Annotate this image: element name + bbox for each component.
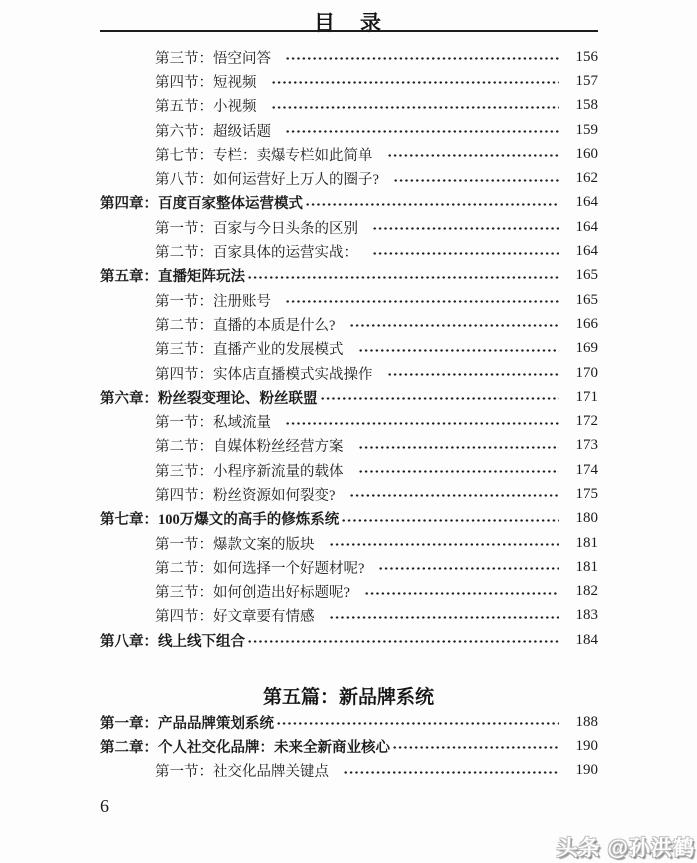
toc-entry: [100, 531, 598, 555]
toc-entry-label: 第四节：好文章要有情感: [155, 609, 315, 626]
toc-entry: [100, 385, 598, 409]
toc-entry-page: 157: [575, 72, 598, 89]
toc-entry-page: 171: [575, 388, 598, 405]
toc-entry-page: 188: [575, 713, 598, 730]
toc-entry-label: 第五节：小视频: [155, 99, 257, 116]
toc-entry: [100, 759, 598, 783]
toc-entry-label: 第五章：直播矩阵玩法: [100, 269, 245, 286]
toc-entry: [100, 580, 598, 604]
toc-entry-page: 156: [575, 48, 598, 65]
dot-leader: [343, 769, 559, 776]
toc-entry-page: 158: [575, 97, 598, 114]
dot-leader: [358, 347, 560, 354]
dot-leader: [341, 517, 559, 524]
toc-entry-label: 第四节：粉丝资源如何裂变?: [155, 487, 336, 504]
toc-entry: [100, 142, 598, 166]
toc-entry-page: 184: [575, 631, 598, 648]
dot-leader: [285, 55, 559, 62]
toc-entry-label: 第一章：产品品牌策划系统: [100, 715, 274, 732]
toc-entry-page: 174: [575, 461, 598, 478]
toc-entry: [100, 264, 598, 288]
dot-leader: [372, 225, 559, 232]
dot-leader: [305, 201, 559, 208]
toc-entry: [100, 458, 598, 482]
toc-entry-label: 第二章：个人社交化品牌：未来全新商业核心: [100, 739, 390, 756]
toc-entry-label: 第四章：百度百家整体运营模式: [100, 196, 303, 213]
toc-entry: [100, 434, 598, 458]
dot-leader: [285, 298, 559, 305]
title-divider: [100, 30, 598, 32]
toc-entry-page: 183: [575, 607, 598, 624]
toc-entry: [100, 45, 598, 69]
dot-leader: [320, 395, 560, 402]
dot-leader: [271, 79, 560, 86]
part-heading: 第五篇：新品牌系统: [262, 687, 434, 708]
toc-entry-page: 165: [575, 267, 598, 284]
toc-entry: [100, 239, 598, 263]
dot-leader: [285, 420, 559, 427]
toc-entry-label: 第三节：小程序新流量的载体: [155, 463, 344, 480]
toc-entry-page: 162: [575, 170, 598, 187]
toc-entry: [100, 555, 598, 579]
dot-leader: [378, 565, 559, 572]
toc-entry-label: 第四节：实体店直播模式实战操作: [155, 366, 373, 383]
toc-entry-label: 第一节：注册账号: [155, 293, 271, 310]
toc-entry-label: 第七节：专栏：卖爆专栏如此简单: [155, 147, 373, 164]
toc-entry-label: 第一节：社交化品牌关键点: [155, 764, 329, 781]
dot-leader: [387, 152, 560, 159]
dot-leader: [349, 322, 559, 329]
watermark-toutiao: 头条 @孙洪鹤: [556, 837, 695, 860]
dot-leader: [271, 104, 560, 111]
toc-entry-page: 182: [575, 583, 598, 600]
toc-entry-page: 160: [575, 145, 598, 162]
toc-entry-label: 第二节：百家具体的运营实战：: [155, 245, 358, 262]
toc-entry: [100, 118, 598, 142]
dot-leader: [247, 638, 559, 645]
toc-entry-page: 169: [575, 340, 598, 357]
toc-entry-label: 第四节：短视频: [155, 74, 257, 91]
toc-entry: [100, 604, 598, 628]
toc-list-main: [100, 45, 598, 652]
toc-entry: [100, 507, 598, 531]
dot-leader: [372, 250, 559, 257]
toc-entry-label: 第二节：自媒体粉丝经营方案: [155, 439, 344, 456]
toc-entry-page: 164: [575, 194, 598, 211]
toc-entry: [100, 628, 598, 652]
dot-leader: [392, 744, 559, 751]
toc-entry: [100, 166, 598, 190]
dot-leader: [247, 274, 559, 281]
dot-leader: [358, 444, 560, 451]
toc-entry-page: 166: [575, 315, 598, 332]
toc-entry-page: 173: [575, 437, 598, 454]
toc-entry: [100, 361, 598, 385]
dot-leader: [393, 177, 559, 184]
toc-entry: [100, 734, 598, 758]
toc-entry-label: 第三节：悟空问答: [155, 50, 271, 67]
toc-entry-page: 175: [575, 485, 598, 502]
toc-entry-page: 190: [575, 737, 598, 754]
toc-entry-page: 181: [575, 534, 598, 551]
dot-leader: [387, 371, 560, 378]
toc-entry-page: 164: [575, 243, 598, 260]
toc-entry: [100, 337, 598, 361]
toc-entry-label: 第七章：100万爆文的高手的修炼系统: [100, 512, 340, 529]
dot-leader: [276, 720, 559, 727]
toc-entry: [100, 191, 598, 215]
toc-entry-label: 第三节：如何创造出好标题呢?: [155, 585, 350, 602]
dot-leader: [349, 492, 559, 499]
toc-entry-page: 190: [575, 762, 598, 779]
toc-entry: [100, 215, 598, 239]
dot-leader: [329, 614, 560, 621]
toc-entry-page: 180: [575, 510, 598, 527]
dot-leader: [285, 128, 559, 135]
folio-page-number: 6: [100, 796, 109, 816]
toc-entry: [100, 710, 598, 734]
toc-entry-label: 第三节：直播产业的发展模式: [155, 342, 344, 359]
toc-entry: [100, 482, 598, 506]
dot-leader: [329, 541, 560, 548]
page-title: 目 录: [314, 11, 383, 35]
toc-entry-page: 159: [575, 121, 598, 138]
toc-entry: [100, 69, 598, 93]
toc-entry: [100, 312, 598, 336]
toc-entry: [100, 288, 598, 312]
toc-entry-label: 第六章：粉丝裂变理论、粉丝联盟: [100, 390, 318, 407]
toc-entry: [100, 409, 598, 433]
toc-entry-page: 165: [575, 291, 598, 308]
toc-entry-label: 第六节：超级话题: [155, 123, 271, 140]
toc-list-after-heading: [100, 710, 598, 783]
dot-leader: [364, 590, 559, 597]
toc-entry: [100, 94, 598, 118]
toc-entry-label: 第一节：百家与今日头条的区别: [155, 220, 358, 237]
toc-entry-label: 第二节：直播的本质是什么?: [155, 317, 336, 334]
toc-entry-label: 第八章：线上线下组合: [100, 633, 245, 650]
toc-entry-page: 181: [575, 558, 598, 575]
toc-entry-label: 第八节：如何运营好上万人的圈子?: [155, 172, 379, 189]
toc-entry-page: 170: [575, 364, 598, 381]
toc-entry-label: 第二节：如何选择一个好题材呢?: [155, 560, 365, 577]
toc-entry-label: 第一节：爆款文案的版块: [155, 536, 315, 553]
dot-leader: [358, 468, 560, 475]
toc-entry-page: 172: [575, 413, 598, 430]
toc-entry-label: 第一节：私域流量: [155, 415, 271, 432]
toc-entry-page: 164: [575, 218, 598, 235]
